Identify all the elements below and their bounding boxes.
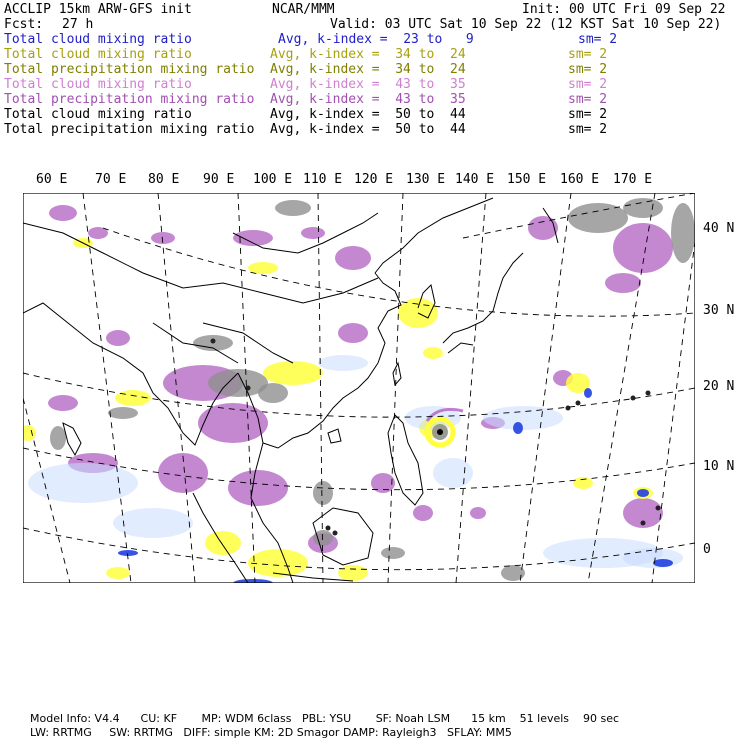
longitude-label: 80 E: [148, 172, 180, 187]
legend-smoothing: sm= 2: [578, 32, 618, 47]
legend-field-name: Total precipitation mixing ratio: [4, 122, 255, 137]
longitude-label: 100 E: [253, 172, 293, 187]
lightblue-cloud-region: [28, 463, 138, 503]
convection-cell: [566, 406, 571, 411]
longitude-label: 150 E: [507, 172, 547, 187]
legend-smoothing: sm= 2: [568, 77, 608, 92]
yellow-cloud-region: [248, 549, 308, 577]
forecast-hours: 27 h: [62, 17, 94, 32]
lightblue-cloud-region: [623, 548, 683, 568]
convection-cell: [641, 521, 646, 526]
longitude-label: 140 E: [455, 172, 495, 187]
gray-cloud-region: [623, 198, 663, 218]
valid-time: Valid: 03 UTC Sat 10 Sep 22 (12 KST Sat 10 Sep 22): [330, 17, 722, 32]
latitude-label: 10 N: [703, 459, 735, 474]
legend-k-index: Avg, k-index = 50 to 44: [270, 122, 466, 137]
map-panel: [23, 193, 695, 583]
gray-cloud-region: [381, 547, 405, 559]
convection-cell: [211, 339, 216, 344]
yellow-cloud-region: [106, 567, 130, 579]
purple-cloud-region: [301, 227, 325, 239]
purple-cloud-region: [48, 395, 78, 411]
legend-k-index: Avg, k-index = 34 to 24: [270, 62, 466, 77]
longitude-label: 70 E: [95, 172, 127, 187]
purple-cloud-region: [605, 273, 641, 293]
latitude-label: 40 N: [703, 221, 735, 236]
init-time: Init: 00 UTC Fri 09 Sep 22: [522, 2, 726, 17]
gray-cloud-region: [50, 426, 66, 450]
legend-smoothing: sm= 2: [568, 107, 608, 122]
model-info-line2: LW: RRTMG SW: RRTMG DIFF: simple KM: 2D Smagor DAMP: Rayleigh3 SFLAY: MM5: [30, 726, 512, 739]
legend-k-index: Avg, k-index = 50 to 44: [270, 107, 466, 122]
legend-field-name: Total precipitation mixing ratio: [4, 62, 255, 77]
gray-cloud-region: [108, 407, 138, 419]
yellow-cloud-region: [573, 477, 593, 489]
yellow-cloud-region: [248, 262, 278, 274]
gray-cloud-region: [671, 203, 695, 263]
purple-cloud-region: [228, 470, 288, 506]
legend-smoothing: sm= 2: [568, 62, 608, 77]
longitude-label: 120 E: [354, 172, 394, 187]
longitude-label: 160 E: [560, 172, 600, 187]
convection-cell: [576, 401, 581, 406]
model-title: ACCLIP 15km ARW-GFS init: [4, 2, 192, 17]
longitude-label: 170 E: [613, 172, 653, 187]
purple-cloud-region: [470, 507, 486, 519]
purple-cloud-region: [413, 505, 433, 521]
legend-smoothing: sm= 2: [568, 122, 608, 137]
purple-cloud-region: [233, 230, 273, 246]
yellow-cloud-region: [423, 347, 443, 359]
gray-cloud-region: [501, 565, 525, 581]
purple-cloud-region: [338, 323, 368, 343]
latitude-label: 20 N: [703, 379, 735, 394]
latitude-label: 0: [703, 542, 711, 557]
forecast-label: Fcst:: [4, 17, 44, 32]
model-info-line1: Model Info: V4.4 CU: KF MP: WDM 6class PBL: YSU SF: Noah LSM 15 km 51 levels 90 sec: [30, 712, 620, 725]
legend-field-name: Total cloud mixing ratio: [4, 77, 192, 92]
convection-cell: [333, 531, 338, 536]
blue-cloud-region: [513, 422, 523, 434]
gray-cloud-region: [275, 200, 311, 216]
legend-k-index: Avg, k-index = 43 to 35: [270, 92, 466, 107]
longitude-label: 90 E: [203, 172, 235, 187]
gray-cloud-region: [258, 383, 288, 403]
purple-cloud-region: [106, 330, 130, 346]
legend-k-index: Avg, k-index = 43 to 35: [270, 77, 466, 92]
purple-cloud-region: [613, 223, 673, 273]
blue-cloud-region: [653, 559, 673, 567]
longitude-label: 60 E: [36, 172, 68, 187]
latitude-label: 30 N: [703, 303, 735, 318]
gray-cloud-region: [313, 481, 333, 505]
gray-cloud-region: [568, 203, 628, 233]
purple-cloud-region: [335, 246, 371, 270]
convection-cell: [646, 391, 651, 396]
blue-cloud-region: [584, 388, 592, 398]
organization: NCAR/MMM: [272, 2, 335, 17]
legend-field-name: Total precipitation mixing ratio: [4, 92, 255, 107]
legend-field-name: Total cloud mixing ratio: [4, 32, 192, 47]
typhoon-eye: [437, 429, 443, 435]
legend-field-name: Total cloud mixing ratio: [4, 107, 192, 122]
yellow-cloud-region: [205, 531, 241, 555]
yellow-cloud-region: [338, 565, 368, 581]
legend-smoothing: sm= 2: [568, 47, 608, 62]
convection-cell: [326, 526, 331, 531]
yellow-cloud-region: [263, 361, 323, 385]
legend-field-name: Total cloud mixing ratio: [4, 47, 192, 62]
longitude-label: 110 E: [303, 172, 343, 187]
blue-cloud-region: [637, 489, 649, 497]
lightblue-cloud-region: [318, 355, 368, 371]
legend-k-index: Avg, k-index = 23 to 9: [278, 32, 474, 47]
longitude-label: 130 E: [406, 172, 446, 187]
legend-k-index: Avg, k-index = 34 to 24: [270, 47, 466, 62]
legend-smoothing: sm= 2: [568, 92, 608, 107]
purple-cloud-region: [49, 205, 77, 221]
lightblue-cloud-region: [483, 406, 563, 430]
lightblue-cloud-region: [433, 458, 473, 488]
convection-cell: [656, 506, 661, 511]
